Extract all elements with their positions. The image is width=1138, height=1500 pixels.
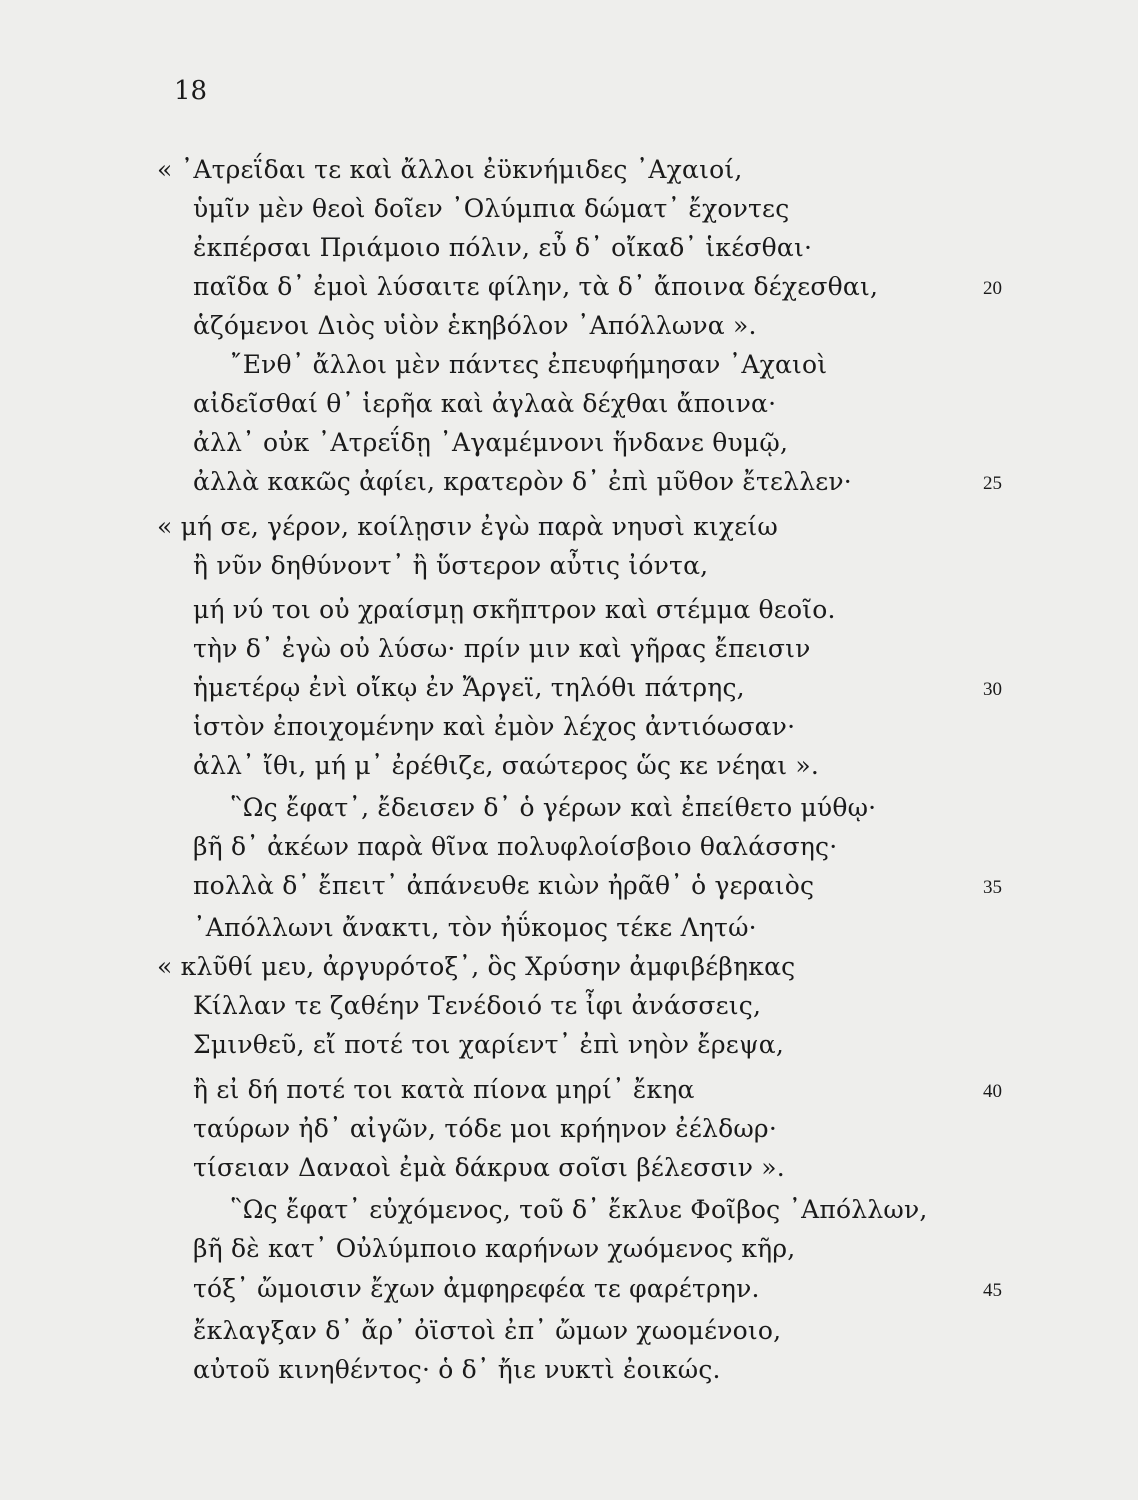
verse-line [0, 462, 1138, 502]
verse-line [0, 1070, 1138, 1110]
verse-text: παῖδα δ᾿ ἐμοὶ λύσαιτε φίλην, τὰ δ᾿ ἄποινα δέχεσθαι, [193, 272, 879, 301]
verse-text: τίσειαν Δαναοὶ ἐμὰ δάκρυα σοῖσι βέλεσσιν ». [193, 1153, 785, 1182]
verse-text: « κλῦθί μευ, ἀργυρότοξ᾿, ὃς Χρύσην ἀμφιβέβηκας [157, 952, 796, 981]
verse-text: ἢ νῦν δηθύνοντ᾿ ἢ ὕστερον αὖτις ἰόντα, [193, 551, 709, 580]
verse-line [0, 423, 1138, 463]
verse-text: ὑμῖν μὲν θεοὶ δοῖεν ᾿Ολύμπια δώματ᾿ ἔχοντες [193, 194, 790, 223]
verse-line [0, 1109, 1138, 1149]
verse-line [0, 345, 1138, 385]
verse-text: ἡμετέρῳ ἐνὶ οἴκῳ ἐν Ἄργεϊ, τηλόθι πάτρης, [193, 673, 745, 702]
verse-text: ἀλλὰ κακῶς ἀφίει, κρατερὸν δ᾿ ἐπὶ μῦθον ἔτελλεν· [193, 467, 852, 496]
verse-line [0, 546, 1138, 586]
line-number: 40 [983, 1081, 1002, 1102]
page-number: 18 [174, 76, 208, 106]
verse-text: αἰδεῖσθαί θ᾿ ἱερῆα καὶ ἀγλαὰ δέχθαι ἄποινα· [193, 389, 777, 418]
verse-line [0, 1190, 1138, 1230]
verse-text: τόξ᾿ ὤμοισιν ἔχων ἀμφηρεφέα τε φαρέτρην. [193, 1274, 760, 1303]
verse-line [0, 590, 1138, 630]
verse-line [0, 1350, 1138, 1390]
verse-line [0, 1311, 1138, 1351]
verse-line [0, 189, 1138, 229]
verse-line [0, 1148, 1138, 1188]
verse-line [0, 986, 1138, 1026]
verse-text: « ᾿Ατρεΐδαι τε καὶ ἄλλοι ἐϋκνήμιδες ᾿Αχαιοί, [157, 155, 743, 184]
verse-text: ἱστὸν ἐποιχομένην καὶ ἐμὸν λέχος ἀντιόωσαν· [193, 712, 796, 741]
verse-text: ἔκλαγξαν δ᾿ ἄρ᾿ ὀϊστοὶ ἐπ᾿ ὤμων χωομένοιο, [193, 1316, 782, 1345]
line-number: 45 [983, 1280, 1002, 1301]
verse-text: ἀλλ᾿ ἴθι, μή μ᾿ ἐρέθιζε, σαώτερος ὥς κε νέηαι ». [193, 751, 820, 780]
verse-text: μή νύ τοι οὐ χραίσμῃ σκῆπτρον καὶ στέμμα θεοῖο. [193, 595, 836, 624]
verse-text: αὐτοῦ κινηθέντος· ὁ δ᾿ ἤιε νυκτὶ ἐοικώς. [193, 1355, 721, 1384]
verse-line [0, 707, 1138, 747]
verse-text: ῝Ως ἔφατ᾿ εὐχόμενος, τοῦ δ᾿ ἔκλυε Φοῖβος ᾿Απόλλων, [230, 1195, 928, 1224]
verse-text: ῝Ως ἔφατ᾿, ἔδεισεν δ᾿ ὁ γέρων καὶ ἐπείθετο μύθῳ· [230, 793, 877, 822]
line-number: 25 [983, 473, 1002, 494]
verse-line [0, 746, 1138, 786]
verse-line [0, 228, 1138, 268]
line-number: 35 [983, 877, 1002, 898]
verse-text: ἐκπέρσαι Πριάμοιο πόλιν, εὖ δ᾿ οἴκαδ᾿ ἱκέσθαι· [193, 233, 813, 262]
verse-text: ἢ εἰ δή ποτέ τοι κατὰ πίονα μηρί᾿ ἔκηα [193, 1075, 695, 1104]
verse-line [0, 150, 1138, 190]
verse-line [0, 1229, 1138, 1269]
verse-line [0, 1025, 1138, 1065]
verse-line [0, 947, 1138, 987]
verse-text: « μή σε, γέρον, κοίλῃσιν ἐγὼ παρὰ νηυσὶ κιχείω [157, 512, 779, 541]
line-number: 20 [983, 278, 1002, 299]
verse-text: ῎Ενθ᾿ ἄλλοι μὲν πάντες ἐπευφήμησαν ᾿Αχαιοὶ [230, 350, 828, 379]
verse-text: Κίλλαν τε ζαθέην Τενέδοιό τε ἶφι ἀνάσσεις, [193, 991, 762, 1020]
verse-line [0, 306, 1138, 346]
verse-line [0, 507, 1138, 547]
verse-text: Σμινθεῦ, εἴ ποτέ τοι χαρίεντ᾿ ἐπὶ νηὸν ἔρεψα, [193, 1030, 784, 1059]
verse-text: τὴν δ᾿ ἐγὼ οὐ λύσω· πρίν μιν καὶ γῆρας ἔπεισιν [193, 634, 811, 663]
verse-line [0, 384, 1138, 424]
verse-line [0, 908, 1138, 948]
verse-text: ἁζόμενοι Διὸς υἱὸν ἑκηβόλον ᾿Απόλλωνα ». [193, 311, 757, 340]
verse-line [0, 866, 1138, 906]
verse-text: βῆ δ᾿ ἀκέων παρὰ θῖνα πολυφλοίσβοιο θαλάσσης· [193, 832, 838, 861]
verse-line [0, 267, 1138, 307]
verse-line [0, 1269, 1138, 1309]
verse-text: ᾿Απόλλωνι ἄνακτι, τὸν ἠΰκομος τέκε Λητώ· [193, 913, 757, 942]
verse-line [0, 788, 1138, 828]
verse-text: βῆ δὲ κατ᾿ Οὐλύμποιο καρήνων χωόμενος κῆρ, [193, 1234, 796, 1263]
verse-text: ἀλλ᾿ οὐκ ᾿Ατρεΐδῃ ᾿Αγαμέμνονι ἥνδανε θυμῷ, [193, 428, 789, 457]
verse-text: ταύρων ἠδ᾿ αἰγῶν, τόδε μοι κρήηνον ἐέλδωρ· [193, 1114, 777, 1143]
line-number: 30 [983, 679, 1002, 700]
verse-line [0, 827, 1138, 867]
verse-text: πολλὰ δ᾿ ἔπειτ᾿ ἀπάνευθε κιὼν ἠρᾶθ᾿ ὁ γεραιὸς [193, 871, 815, 900]
verse-line [0, 668, 1138, 708]
verse-line [0, 629, 1138, 669]
